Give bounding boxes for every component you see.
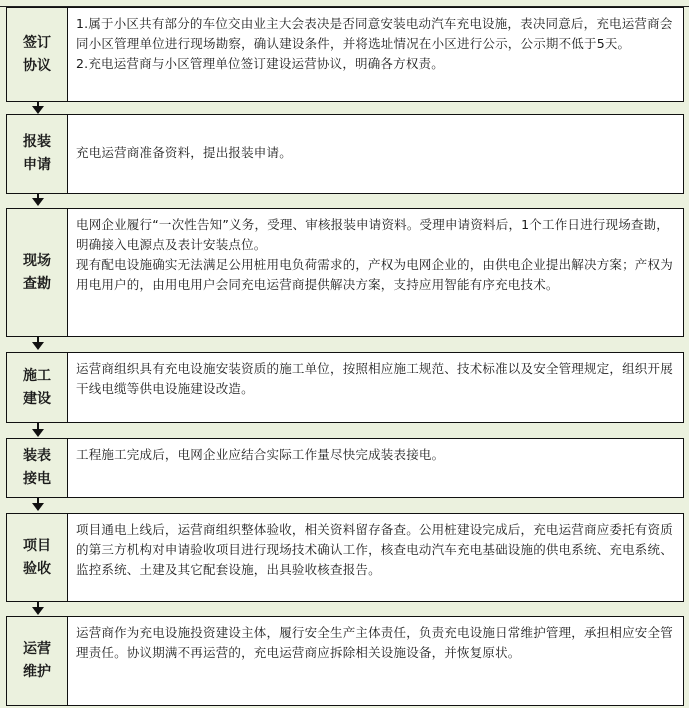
step-description	[68, 115, 683, 193]
top-border	[0, 0, 689, 7]
step-label	[7, 617, 68, 705]
flow-arrow	[32, 337, 44, 350]
step-sign-agreement	[6, 7, 684, 102]
step-description	[68, 353, 683, 422]
step-label-line: 查勘	[23, 275, 51, 292]
step-label	[7, 8, 68, 101]
step-label-line: 验收	[23, 560, 51, 577]
step-label-line: 装表	[23, 448, 51, 464]
step-paragraph: 工程施工完成后，电网企业应结合实际工作量尽快完成装表接电。	[76, 447, 445, 462]
flow-arrow	[32, 423, 44, 437]
step-label-line: 项目	[23, 537, 51, 554]
flow-arrow	[32, 498, 44, 511]
step-paragraph: 项目通电上线后，运营商组织整体验收，相关资料留存备查。公用桩建设完成后，充电运营商应委托有资质的第三方机构对申请验收项目进行现场技术确认工作，核查电动汽车充电基础设施的供电系统、充电系统、监控系统、土建及其它配套设施，出具验收核查报告。	[76, 522, 673, 577]
step-acceptance	[6, 513, 684, 602]
step-description	[68, 514, 683, 601]
step-meter-connection	[6, 438, 684, 498]
step-paragraph: 现有配电设施确实无法满足公用桩用电负荷需求的，产权为电网企业的，由供电企业提出解决方案；产权为用电用户的，由用电用户会同充电运营商提供解决方案，支持应用智能有序充电技术。	[76, 257, 673, 292]
step-label-line: 接电	[23, 471, 51, 487]
step-label-line: 签订	[23, 34, 51, 51]
step-label-line: 建设	[23, 390, 51, 407]
step-label-line: 维护	[23, 664, 51, 680]
step-label-line: 申请	[23, 157, 51, 173]
step-apply	[6, 114, 684, 194]
flow-arrow	[32, 194, 44, 206]
step-paragraph: 电网企业履行“一次性告知”义务，受理、审核报装申请资料。受理申请资料后，1个工作日进行现场查勘，明确接入电源点及表计安装点位。	[76, 217, 670, 252]
step-label-line: 报装	[23, 134, 51, 150]
step-label-line: 协议	[23, 57, 51, 74]
flow-arrow	[32, 102, 44, 114]
step-description	[68, 209, 683, 336]
step-label	[7, 514, 68, 601]
step-label	[7, 439, 68, 497]
step-description	[68, 8, 683, 101]
step-paragraph: 运营商组织具有充电设施安装资质的施工单位，按照相应施工规范、技术标准以及安全管理规定，组织开展干线电缆等供电设施建设改造。	[76, 361, 673, 396]
step-description	[68, 439, 683, 497]
step-label-line: 运营	[23, 641, 51, 657]
step-paragraph: 充电运营商准备资料，提出报装申请。	[76, 145, 292, 160]
flow-arrow	[32, 602, 44, 615]
step-paragraph: 1.属于小区共有部分的车位交由业主大会表决是否同意安装电动汽车充电设施，表决同意后，充电运营商会同小区管理单位进行现场勘察，确认建设条件，并将选址情况在小区进行公示，公示期不低于5天。	[76, 16, 673, 51]
step-operation-maintenance	[6, 616, 684, 706]
step-label-line: 现场	[23, 252, 51, 269]
step-description	[68, 617, 683, 705]
step-paragraph: 2.充电运营商与小区管理单位签订建设运营协议，明确各方权责。	[76, 56, 444, 71]
step-label	[7, 353, 68, 422]
step-label	[7, 115, 68, 193]
step-paragraph: 运营商作为充电设施投资建设主体，履行安全生产主体责任，负责充电设施日常维护管理，承担相应安全管理责任。协议期满不再运营的，充电运营商应拆除相关设施设备，并恢复原状。	[76, 625, 673, 660]
step-label	[7, 209, 68, 336]
step-label-line: 施工	[23, 367, 51, 384]
step-site-survey	[6, 208, 684, 337]
step-construction	[6, 352, 684, 423]
